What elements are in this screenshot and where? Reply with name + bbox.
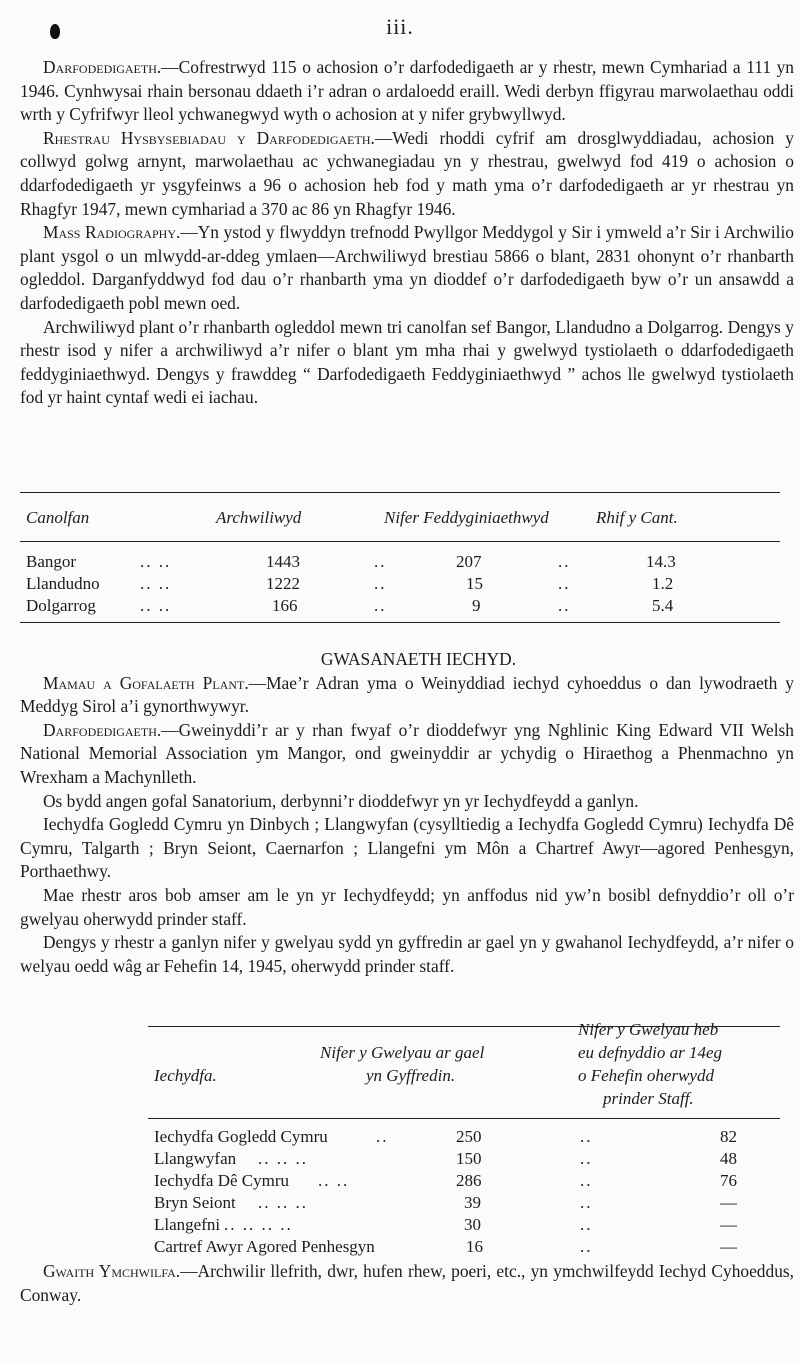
table2-cell-name: Cartref Awyr Agored Penhesgyn: [154, 1237, 375, 1256]
table1-header-percent: Rhif y Cant.: [596, 508, 678, 527]
paragraph-body: —Gweinyddi’r ar y rhan fwyaf o’r dioddefwyr yng Nghlinic King Edward VII Welsh National Memorial Association ym Mangor, ond gweinyddir ar ychydig o Hiraethog a Phenmachno yn Wrexham a Machynlleth.: [20, 719, 794, 787]
section-health-service: [20, 648, 794, 978]
paragraph-iechydfeydd: Iechydfa Gogledd Cymru yn Dinbych ; Llangwyfan (cysylltiedig a Iechydfa Gogledd Cymru) Iechydfa Dê Cymru, Talgarth ; Bryn Seiont, Caernarfon ; Llangefni ym Môn a Chartref Awyr—agored Penhesgyn, Porthaethwy.: [20, 814, 794, 882]
section-tuberculosis: [20, 56, 794, 410]
table2-cell-available: 30: [464, 1215, 481, 1234]
paragraph-heading: Mass Radiography.: [43, 222, 181, 243]
table2-header-unused-line: o Fehefin oherwydd: [578, 1066, 714, 1085]
table1-bottom-rule: [20, 622, 780, 623]
paragraph-rhestrau: [20, 127, 794, 221]
table1-header-count: Nifer Feddyginiaethwyd: [384, 508, 549, 527]
paragraph-dengys: Dengys y rhestr a ganlyn nifer y gwelyau sydd yn gyffredin ar gael yn y gwahanol Iechydfeydd, a’r nifer o welyau oedd wâg ar Fehefin 14, 1945, oherwydd prinder staff.: [20, 932, 794, 976]
table1-cell-centre: Llandudno: [26, 574, 100, 593]
paragraph-heading: Gwaith Ymchwilfa.: [43, 1261, 181, 1281]
paragraph-body: —Wedi rhoddi cyfrif am drosglwyddiadau, achosion y collwyd golwg arnynt, marwolaethau ac ychwanegiadau yn y rhestrau, gwelwyd fod 419 o achosion o ddarfodedigaeth yr ysgyfeinws a 96 o achosion heb fod y math yma o’r darfodedigaeth ar yr rhestrau yn Rhagfyr 1947, mewn cymhariad a 370 ac 86 yn Rhagfyr 1946.: [20, 127, 794, 219]
table2-header-unused-line: eu defnyddio ar 14eg: [578, 1043, 722, 1062]
table2-header-available-line: Nifer y Gwelyau ar gael: [320, 1043, 485, 1062]
table2-cell-available: 16: [466, 1237, 483, 1256]
paragraph-heading: Darfodedigaeth.: [43, 719, 162, 740]
paragraph-body: —Mae’r Adran yma o Weinyddiad iechyd cyhoeddus o dan lywodraeth y Meddyg Sirol a’i gynorthwywyr.: [20, 672, 794, 717]
paragraph-sanatorium: Os bydd angen gofal Sanatorium, derbynni’r dioddefwyr yn yr Iechydfeydd a ganlyn.: [43, 790, 639, 811]
paragraph-rhestr-aros: Mae rhestr aros bob amser am le yn yr Iechydfeydd; yn anffodus nid yw’n bosibl defnyddio’r oll o’r gwelyau oherwydd prinder staff.: [20, 884, 794, 929]
table2-cell-name: Llangefni: [154, 1215, 221, 1234]
paragraph-heading: Mamau a Gofalaeth Plant.: [43, 672, 249, 693]
table2-cell-unused: 76: [720, 1171, 737, 1190]
table2-cell-unused: —: [720, 1215, 737, 1234]
table1-cell-count: 207: [456, 552, 482, 571]
paragraph-heading: Rhestrau Hysbysebiadau y Darfodedigaeth.: [43, 127, 375, 148]
section-heading: GWASANAETH IECHYD.: [320, 649, 517, 669]
table1-header-examined: Archwiliwyd: [216, 508, 302, 527]
table2-header-available-line: yn Gyffredin.: [366, 1066, 456, 1085]
table1-header-rule: [20, 541, 780, 542]
table1-cell-count: 15: [466, 574, 483, 593]
table1-cell-centre: Dolgarrog: [26, 596, 96, 615]
paragraph-heading: Darfodedigaeth.: [43, 57, 162, 77]
table2-cell-available: 150: [456, 1149, 482, 1168]
table2-header-rule: [148, 1118, 780, 1119]
table2-cell-name: Bryn Seiont: [154, 1193, 236, 1212]
paragraph-mamau: [20, 672, 794, 719]
table1-cell-percent: 5.4: [652, 596, 674, 615]
table2-cell-unused: 82: [720, 1127, 737, 1146]
paragraph-darfodedigaeth-2: [20, 719, 794, 790]
table2-cell-available: 39: [464, 1193, 481, 1212]
table2-cell-unused: 48: [720, 1149, 737, 1168]
paragraph-mass-radiography: [20, 221, 794, 315]
table2-header-name: Iechydfa.: [154, 1066, 217, 1085]
table1-cell-centre: Bangor: [26, 552, 77, 571]
table2-cell-unused: —: [720, 1193, 737, 1212]
paragraph-body: —Archwilir llefrith, dwr, hufen rhew, poeri, etc., yn ymchwilfeydd Iechyd Cyhoeddus, Conway.: [20, 1261, 795, 1305]
table2-header-unused-line: Nifer y Gwelyau heb: [578, 1020, 719, 1039]
table2-header-unused-line: prinder Staff.: [603, 1089, 694, 1108]
table1-cell-examined: 1222: [266, 574, 300, 593]
page-number: iii.: [386, 14, 414, 39]
table1-cell-examined: 1443: [266, 552, 300, 571]
table2-cell-name: Llangwyfan: [154, 1149, 237, 1168]
paragraph-body: —Yn ystod y flwyddyn trefnodd Pwyllgor Meddygol y Sir i ymweld a’r Sir i Archwilio plant ysgol o un mlwydd-ar-ddeg ymlaen—Archwiliwyd brestiau 5866 o blant, 2831 ohonynt o’r rhanbarth ogleddol. Darganfyddwyd fod dau o’r rhanbarth yma yn dioddef o’r darfodedigaeth byw o’r un ansawdd a darfodedigaeth pobl mewn oed.: [20, 222, 795, 313]
table2-cell-name: Iechydfa Dê Cymru: [154, 1171, 290, 1190]
table1-cell-percent: 1.2: [652, 574, 674, 593]
table2-cell-available: 286: [456, 1171, 482, 1190]
table1-top-rule: [20, 492, 780, 493]
table1-cell-count: 9: [472, 596, 481, 615]
paragraph-darfodedigaeth: [20, 56, 794, 127]
section-laboratory: [20, 1260, 794, 1307]
table1-header-centre: Canolfan: [26, 508, 90, 527]
table2-cell-available: 250: [456, 1127, 482, 1146]
table1-cell-percent: 14.3: [646, 552, 676, 571]
paragraph-body: —Cofrestrwyd 115 o achosion o’r darfodedigaeth ar y rhestr, mewn Cymhariad a 111 yn 1946. Cynhwysai rhain bersonau ddaeth i’r adran o ardaloedd eraill. Wedi derbyn ffigyrau marwolaethau oddi wrth y Cyfrifwyr lleol ychwanegwyd wyth o achosion at y nifer grybwyllwyd.: [20, 57, 794, 125]
table2-cell-unused: —: [720, 1237, 737, 1256]
paragraph-archwiliwyd: Archwiliwyd plant o’r rhanbarth ogleddol mewn tri canolfan sef Bangor, Llandudno a Dolgarrog. Dengys y rhestr isod y nifer a archwiliwyd a’r nifer o blant ym mha rhai y gwelwyd tystiolaeth o ddarfodedigaeth feddyginiaethwyd. Dengys y frawddeg “ Darfodedigaeth Feddyginiaethwyd ” achos lle gwelwyd tystiolaeth fod yr haint cyntaf wedi ei iachau.: [20, 316, 794, 408]
table2-cell-name: Iechydfa Gogledd Cymru: [154, 1127, 328, 1146]
paragraph-gwaith-ymchwilfa: [20, 1260, 794, 1307]
table1-cell-examined: 166: [272, 596, 298, 615]
